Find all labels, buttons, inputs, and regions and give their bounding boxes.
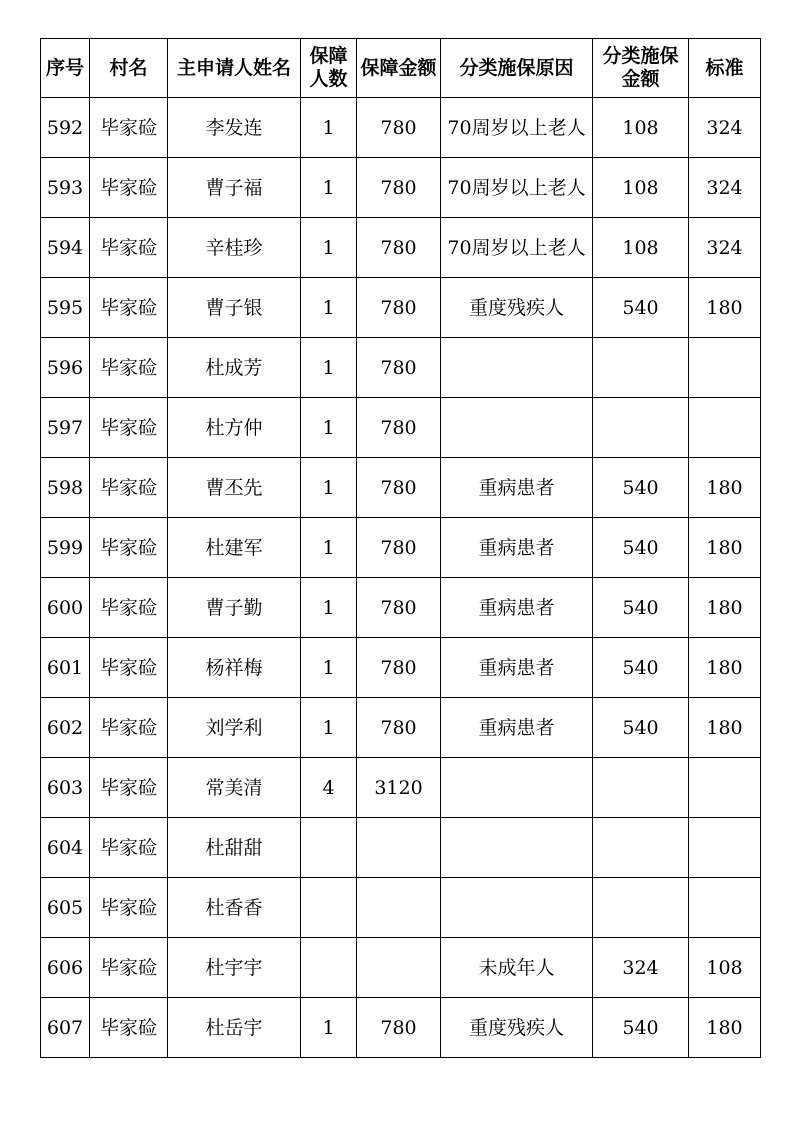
cell-classification-reason: 70周岁以上老人 (441, 218, 593, 278)
cell-village: 毕家硷 (90, 458, 168, 518)
cell-standard: 108 (689, 938, 761, 998)
cell-village: 毕家硷 (90, 518, 168, 578)
table-body (41, 98, 761, 1058)
table-row (41, 578, 761, 638)
cell-classification-reason: 未成年人 (441, 938, 593, 998)
cell-serial-no: 607 (41, 998, 90, 1058)
cell-coverage-amount: 780 (357, 458, 441, 518)
cell-classification-amount (593, 818, 689, 878)
cell-covered-people: 1 (301, 98, 357, 158)
cell-applicant-name: 杜方仲 (168, 398, 301, 458)
cell-classification-reason: 重度残疾人 (441, 278, 593, 338)
cell-coverage-amount: 780 (357, 218, 441, 278)
cell-covered-people: 1 (301, 518, 357, 578)
table-row (41, 518, 761, 578)
cell-standard: 180 (689, 578, 761, 638)
cell-classification-reason: 重病患者 (441, 518, 593, 578)
table-row (41, 998, 761, 1058)
cell-serial-no: 606 (41, 938, 90, 998)
cell-village: 毕家硷 (90, 638, 168, 698)
cell-covered-people: 4 (301, 758, 357, 818)
cell-classification-reason: 重病患者 (441, 698, 593, 758)
cell-village: 毕家硷 (90, 278, 168, 338)
cell-serial-no: 603 (41, 758, 90, 818)
cell-classification-amount (593, 398, 689, 458)
cell-village: 毕家硷 (90, 398, 168, 458)
cell-applicant-name: 杜成芳 (168, 338, 301, 398)
table-row (41, 638, 761, 698)
cell-classification-amount: 540 (593, 458, 689, 518)
cell-village: 毕家硷 (90, 938, 168, 998)
cell-serial-no: 592 (41, 98, 90, 158)
cell-classification-amount (593, 758, 689, 818)
assistance-table (40, 38, 761, 1058)
header-classification-reason: 分类施保原因 (441, 39, 593, 98)
cell-applicant-name: 曹子福 (168, 158, 301, 218)
cell-classification-amount: 540 (593, 638, 689, 698)
cell-serial-no: 601 (41, 638, 90, 698)
cell-classification-amount: 540 (593, 698, 689, 758)
cell-applicant-name: 杜建军 (168, 518, 301, 578)
table-row (41, 878, 761, 938)
cell-classification-amount: 108 (593, 98, 689, 158)
cell-coverage-amount: 780 (357, 338, 441, 398)
header-covered-people: 保障人数 (301, 39, 357, 98)
cell-classification-reason: 重病患者 (441, 458, 593, 518)
cell-covered-people: 1 (301, 278, 357, 338)
cell-serial-no: 600 (41, 578, 90, 638)
cell-serial-no: 605 (41, 878, 90, 938)
cell-classification-amount: 324 (593, 938, 689, 998)
cell-applicant-name: 杜宇宇 (168, 938, 301, 998)
cell-coverage-amount (357, 878, 441, 938)
cell-village: 毕家硷 (90, 878, 168, 938)
cell-standard: 324 (689, 218, 761, 278)
cell-village: 毕家硷 (90, 758, 168, 818)
table-row (41, 98, 761, 158)
cell-village: 毕家硷 (90, 818, 168, 878)
cell-standard (689, 818, 761, 878)
cell-village: 毕家硷 (90, 578, 168, 638)
cell-coverage-amount: 780 (357, 998, 441, 1058)
table-row (41, 938, 761, 998)
cell-covered-people: 1 (301, 998, 357, 1058)
cell-serial-no: 595 (41, 278, 90, 338)
table-row (41, 218, 761, 278)
cell-applicant-name: 杜香香 (168, 878, 301, 938)
cell-covered-people: 1 (301, 458, 357, 518)
cell-applicant-name: 曹丕先 (168, 458, 301, 518)
table-row (41, 338, 761, 398)
header-row (41, 39, 761, 98)
cell-applicant-name: 常美清 (168, 758, 301, 818)
cell-serial-no: 602 (41, 698, 90, 758)
cell-coverage-amount: 780 (357, 398, 441, 458)
cell-covered-people: 1 (301, 398, 357, 458)
header-classification-amount: 分类施保金额 (593, 39, 689, 98)
cell-covered-people: 1 (301, 158, 357, 218)
cell-covered-people (301, 938, 357, 998)
cell-classification-amount: 540 (593, 518, 689, 578)
cell-coverage-amount: 780 (357, 98, 441, 158)
cell-standard (689, 338, 761, 398)
header-coverage-amount: 保障金额 (357, 39, 441, 98)
cell-village: 毕家硷 (90, 998, 168, 1058)
cell-classification-reason (441, 758, 593, 818)
table-row (41, 158, 761, 218)
cell-serial-no: 604 (41, 818, 90, 878)
cell-coverage-amount: 780 (357, 698, 441, 758)
table-row (41, 758, 761, 818)
cell-standard: 180 (689, 998, 761, 1058)
cell-village: 毕家硷 (90, 698, 168, 758)
cell-classification-reason: 重病患者 (441, 578, 593, 638)
cell-coverage-amount: 780 (357, 638, 441, 698)
cell-applicant-name: 杨祥梅 (168, 638, 301, 698)
cell-classification-amount: 108 (593, 218, 689, 278)
cell-applicant-name: 杜岳宇 (168, 998, 301, 1058)
cell-classification-amount: 540 (593, 278, 689, 338)
cell-classification-reason (441, 398, 593, 458)
cell-covered-people (301, 818, 357, 878)
cell-classification-reason (441, 878, 593, 938)
cell-classification-reason: 70周岁以上老人 (441, 158, 593, 218)
cell-serial-no: 594 (41, 218, 90, 278)
cell-standard: 324 (689, 158, 761, 218)
cell-standard: 180 (689, 638, 761, 698)
cell-classification-reason: 重病患者 (441, 638, 593, 698)
cell-covered-people (301, 878, 357, 938)
cell-classification-reason: 重度残疾人 (441, 998, 593, 1058)
cell-village: 毕家硷 (90, 158, 168, 218)
cell-village: 毕家硷 (90, 98, 168, 158)
cell-serial-no: 598 (41, 458, 90, 518)
table-row (41, 458, 761, 518)
header-applicant-name: 主申请人姓名 (168, 39, 301, 98)
cell-coverage-amount: 3120 (357, 758, 441, 818)
cell-coverage-amount: 780 (357, 158, 441, 218)
cell-coverage-amount (357, 818, 441, 878)
cell-village: 毕家硷 (90, 218, 168, 278)
cell-covered-people: 1 (301, 338, 357, 398)
cell-applicant-name: 杜甜甜 (168, 818, 301, 878)
cell-standard: 180 (689, 458, 761, 518)
cell-standard: 180 (689, 278, 761, 338)
cell-standard: 180 (689, 518, 761, 578)
cell-covered-people: 1 (301, 638, 357, 698)
cell-applicant-name: 曹子银 (168, 278, 301, 338)
cell-covered-people: 1 (301, 218, 357, 278)
cell-standard: 324 (689, 98, 761, 158)
cell-village: 毕家硷 (90, 338, 168, 398)
cell-applicant-name: 辛桂珍 (168, 218, 301, 278)
table-row (41, 698, 761, 758)
cell-classification-amount (593, 878, 689, 938)
cell-standard: 180 (689, 698, 761, 758)
cell-classification-reason: 70周岁以上老人 (441, 98, 593, 158)
header-serial-no: 序号 (41, 39, 90, 98)
cell-standard (689, 398, 761, 458)
header-village: 村名 (90, 39, 168, 98)
cell-serial-no: 597 (41, 398, 90, 458)
cell-applicant-name: 刘学利 (168, 698, 301, 758)
cell-standard (689, 758, 761, 818)
cell-coverage-amount: 780 (357, 518, 441, 578)
cell-classification-reason (441, 338, 593, 398)
table-row (41, 818, 761, 878)
cell-classification-amount: 540 (593, 578, 689, 638)
cell-classification-amount: 540 (593, 998, 689, 1058)
cell-coverage-amount: 780 (357, 578, 441, 638)
cell-classification-amount (593, 338, 689, 398)
cell-covered-people: 1 (301, 698, 357, 758)
header-standard: 标准 (689, 39, 761, 98)
cell-coverage-amount: 780 (357, 278, 441, 338)
cell-serial-no: 599 (41, 518, 90, 578)
table-row (41, 278, 761, 338)
cell-standard (689, 878, 761, 938)
table-row (41, 398, 761, 458)
cell-applicant-name: 李发连 (168, 98, 301, 158)
cell-serial-no: 593 (41, 158, 90, 218)
cell-serial-no: 596 (41, 338, 90, 398)
cell-classification-amount: 108 (593, 158, 689, 218)
cell-coverage-amount (357, 938, 441, 998)
cell-applicant-name: 曹子勤 (168, 578, 301, 638)
cell-classification-reason (441, 818, 593, 878)
cell-covered-people: 1 (301, 578, 357, 638)
